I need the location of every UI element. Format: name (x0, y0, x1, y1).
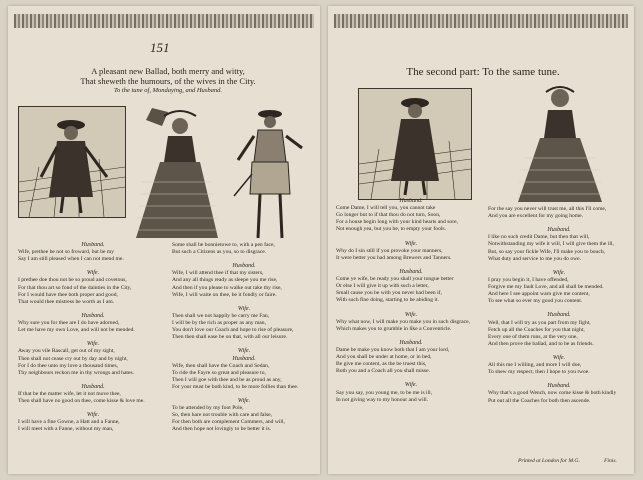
text-line (18, 306, 168, 313)
text-line: Dame be make you know both that I am your lord, (336, 346, 450, 353)
second-part-title: The second part: To the same tune. (406, 66, 560, 78)
text-line (488, 263, 630, 270)
text-line: With such fine doing, starting to be abiding it. (336, 297, 439, 304)
text-line: Or else I will give it up with such a letter, (336, 283, 429, 290)
text-line: I will have a fine Gowne, a Hatt and a Fanne, (18, 419, 120, 426)
text-line: Why sure you for thee are I do have adorned, (18, 320, 120, 327)
page-number: 151 (150, 40, 170, 55)
text-line: For I do thee unto my love a thousand times, (18, 362, 119, 369)
finis: Finis. (604, 458, 617, 464)
text-line: For I would have thee both proper and good, (18, 291, 118, 298)
text-line: Why what now, I will make you make you in such disgrace, (336, 318, 471, 325)
text-line: Wife. (404, 311, 418, 318)
text-line: Husband. (232, 263, 256, 270)
text-line: I like no such credit Dame, but then that will, (488, 234, 590, 241)
text-line (172, 299, 316, 306)
text-line (18, 377, 168, 384)
text-line: To ride the Fayre so great and pleasure to, (172, 369, 266, 376)
ballad-title-line2: That sheweth the humours, of the wives in the City. (80, 76, 256, 86)
text-line: Forgive me my fault Love, and all shall be mended. (488, 284, 604, 291)
text-line: Wife, I will waite on thee, be it fondly or faire. (172, 291, 277, 298)
text-line: Wife. (552, 269, 566, 276)
right-column-1 (336, 198, 486, 404)
text-line: Wife. (86, 412, 100, 419)
text-line: And any all things ready as sleepe you me rise, (172, 277, 278, 284)
text-line: Husband. (232, 355, 256, 362)
text-line: Wife. (237, 305, 251, 312)
text-line: And you are excellent for my going home. (488, 213, 584, 220)
text-line: Wife. (237, 348, 251, 355)
text-line: Not enough yea, but you be, to empty your fools. (336, 226, 446, 233)
woodcut-husband (358, 88, 472, 200)
text-line: What duty and service to me you do owe. (488, 255, 582, 262)
text-line (336, 262, 486, 269)
text-line: Put out all the Coaches for both then ascende. (488, 397, 591, 404)
text-line: And then prove the ballad, and to be as friends. (488, 340, 594, 347)
text-line: Wife. (86, 341, 100, 348)
text-line (336, 333, 486, 340)
text-line: Wife. (404, 382, 418, 389)
text-line: I will meet with a Fanne, without my man, (18, 426, 114, 433)
text-line: For then both are complement Commers, and will, (172, 419, 285, 426)
text-line: Why that's a good Wench, now come kisse & both kindly (488, 390, 617, 397)
text-line: Then I will goe with thee and be as proud as any, (172, 376, 282, 383)
text-line: Husband. (547, 312, 571, 319)
text-line: Small cause you be with you never had been if, (336, 290, 442, 297)
text-line (336, 304, 486, 311)
text-line: To see what so ever my good you content. (488, 298, 583, 305)
tune-line: To the tune of, Mondaying, and Husband. (114, 87, 222, 94)
text-line: Say I am still pleased when I can not mend me. (18, 256, 124, 263)
text-line: Then shall not cease cry out by day and by night, (18, 355, 128, 362)
text-line: Well, that I will try as you part from my fight, (488, 319, 591, 326)
text-line: Go longer but to if that thou do not turn, Soon, (336, 212, 441, 219)
text-line: In not giving way to my honour and will. (336, 396, 429, 403)
text-line: Then then shall ease be on that, with all our leisure. (172, 334, 288, 341)
text-line: I pray you begin it, I have offended, (488, 276, 569, 283)
text-line: For a house begin long with your kind hearts and sore, (336, 219, 458, 226)
text-line (488, 305, 630, 312)
text-line: And you shall be under at home, or in bed, (336, 354, 432, 361)
text-line: Every one of them runs, at the very one, (488, 333, 578, 340)
text-line: Husband. (81, 383, 105, 390)
left-page (8, 6, 320, 474)
text-line (488, 376, 630, 383)
text-line: Some shall be bonnietowe to, with a pen face, (172, 242, 275, 248)
right-column-2 (488, 206, 630, 405)
text-line: Both you and a Coach all you shall misse. (336, 368, 430, 375)
woodcut-gentleman (18, 106, 126, 218)
text-line: Husband. (399, 268, 423, 275)
text-line: Wife, prethee be not so froward, but be my (18, 249, 115, 256)
text-line: Husband. (81, 242, 105, 248)
text-line (488, 348, 630, 355)
text-line (172, 391, 316, 398)
woodcut-wife (510, 82, 610, 206)
text-line: Husband. (547, 227, 571, 234)
text-line: And then hope not lovingly to be better it is. (172, 426, 272, 433)
text-line: Wife. (404, 240, 418, 247)
text-line: But, so say your fickle Wife, I'll make you to bouch, (488, 248, 606, 255)
decorative-border (334, 14, 628, 28)
text-line: Be give me content, as the be truest this, (336, 361, 427, 368)
text-line: Husband. (81, 312, 105, 319)
text-line: Notwithstanding my wife it will, I will give them the ill, (488, 241, 614, 248)
text-line: Come Dame, I will tell you, you cannot take (336, 205, 436, 212)
text-line: Wife, I will attend thee if that my sisters, (172, 270, 264, 277)
text-line: If that be the matter wife, let it not move thee, (18, 390, 121, 397)
text-line: And here I see appoint warn give me content, (488, 291, 590, 298)
text-line: Say you say, you young me, to be me is ill, (336, 389, 433, 396)
text-line: I prethee doe thou not be so proud and covetous, (18, 277, 127, 284)
text-line: And then if you please to walke out take thy rise, (172, 284, 282, 291)
text-line: Wife. (552, 354, 566, 361)
text-line: For your must be both kind, to be more follies than thee. (172, 383, 299, 390)
woodcut-lady (132, 102, 222, 242)
imprint: Printed at London for M.G. (518, 458, 580, 464)
text-line (336, 233, 486, 240)
text-line (172, 256, 316, 263)
decorative-border (14, 14, 314, 28)
text-line: Come ye wife, be ready you shall your tongue better (336, 276, 454, 283)
text-line: Which makes you to grumble in like a Conventicle. (336, 325, 452, 332)
text-line: For that thou art so fond of the dainties in the City, (18, 284, 132, 291)
text-line: I will be by the rich as proper as any man, (172, 320, 266, 327)
text-line: Let me have my own Love, and will not be mended. (18, 327, 135, 334)
text-line: All this me I willing, and more I will doe, (488, 362, 582, 369)
right-page (328, 6, 634, 474)
text-line: Why do I sin still if you provoke your manners, (336, 247, 443, 254)
ballad-title-line1: A pleasant new Ballad, both merry and witty, (91, 66, 245, 76)
text-line: Away you vile Rascall, get out of my sight, (18, 348, 115, 355)
left-column-1 (18, 242, 168, 434)
text-line: To shew my respect, then I hope to you twoe. (488, 369, 590, 376)
text-line: Wife, then shall have the Coach and Sedan, (172, 362, 270, 369)
text-line: Thy neighbours reckon me in thy wrongs and hates. (18, 369, 135, 376)
text-line: Then shall have no good on thee, come kisse & love me. (18, 398, 145, 405)
text-line: Husband. (547, 383, 571, 390)
text-line: For the say you never will trust me, all this I'll come, (488, 206, 607, 212)
woodcut-cavalier (232, 104, 308, 244)
text-line: It were better you had among Brewers and Tanners. (336, 254, 452, 261)
text-line: Fetch up all the Coaches for you that night, (488, 326, 585, 333)
text-line (488, 220, 630, 227)
text-line: To be attended by my foot Pole, (172, 405, 244, 412)
text-line: Husband. (399, 339, 423, 346)
text-line: Wife. (86, 270, 100, 277)
text-line: So, then hare not trouble with care and false, (172, 412, 273, 419)
text-line: That would thee mistress be worth as I am. (18, 298, 115, 305)
text-line: Husband. (399, 198, 423, 204)
text-line: Wife. (237, 398, 251, 405)
text-line: But such a Citizens as you, so to disgrace. (172, 249, 267, 256)
left-column-2 (172, 242, 316, 434)
text-line: Then shall we not happily be carry me Fan, (172, 312, 270, 319)
text-line: You don't love our Coach and hope to rise of pleasure, (172, 327, 294, 334)
